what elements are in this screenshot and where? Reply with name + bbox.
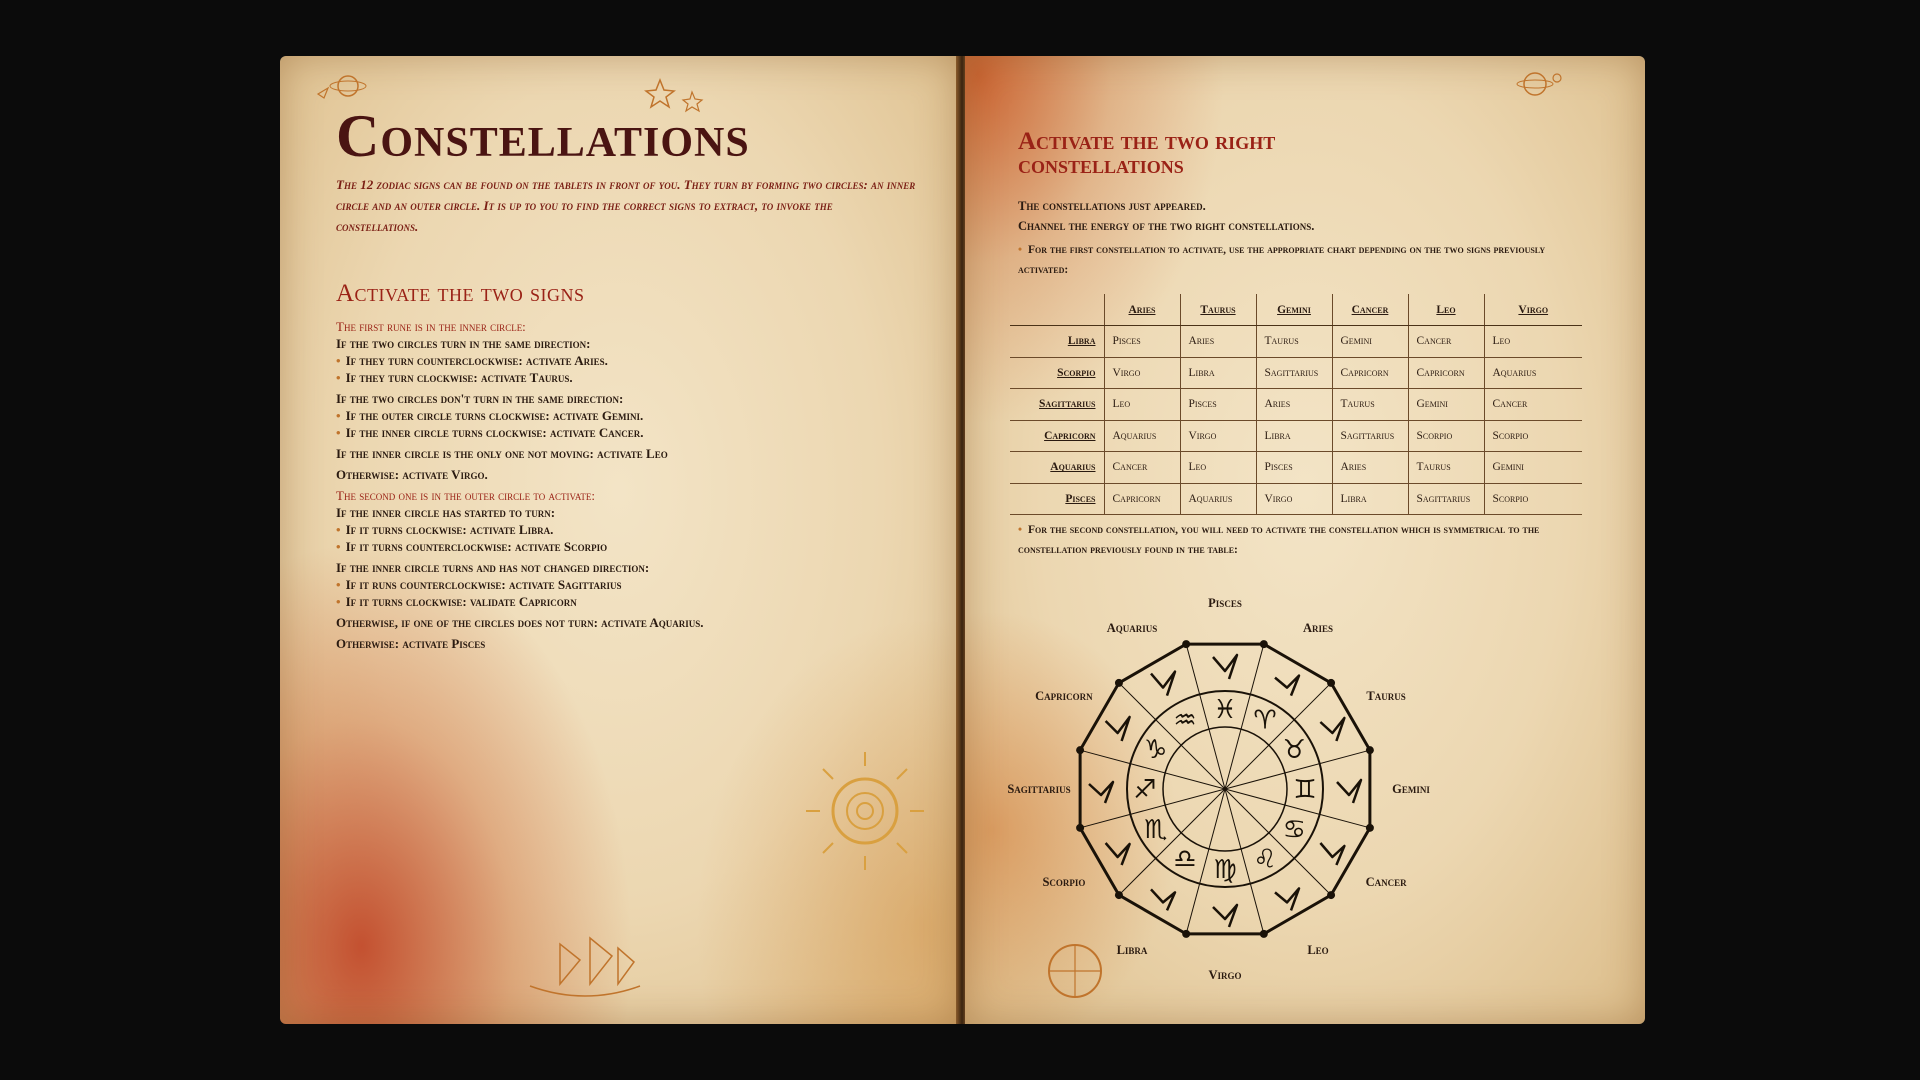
rule-bullet: • If it turns clockwise: activate Libra. [336,521,936,538]
column-header: Cancer [1332,294,1408,326]
table-cell: Sagittarius [1332,420,1408,452]
right-title: Activate the two right constellations [1018,128,1276,179]
rule-bullet: • If the inner circle turns clockwise: activate Cancer. [336,424,936,441]
table-cell: Libra [1256,420,1332,452]
column-header: Taurus [1180,294,1256,326]
rule-line: The second one is in the outer circle to activate: [336,488,595,503]
bullet-2-text: • For the second constellation, you will need to activate the constellation which is symmetrical to the constellation previously found in the table: [1018,524,1539,556]
constellation-sketch [1151,672,1175,696]
constellation-sketch [1320,843,1344,865]
row-header: Capricorn [1010,420,1104,452]
planet-sketch-icon [1465,64,1565,104]
table-cell: Gemini [1484,452,1582,484]
table-cell: Aquarius [1484,357,1582,389]
column-header: Gemini [1256,294,1332,326]
constellation-sketch [1275,888,1299,910]
rule-line: If the inner circle is the only one not moving: activate Leo [336,446,668,461]
zodiac-label: Libra [1116,943,1148,958]
zodiac-label: Virgo [1208,968,1242,982]
table-cell: Aries [1256,389,1332,421]
zodiac-glyph: ♓ [1213,695,1237,725]
zodiac-label: Gemini [1392,782,1430,796]
table-row [1010,326,1582,358]
table-row [1010,483,1582,515]
table-cell: Cancer [1408,326,1484,358]
zodiac-glyph: ♐ [1133,775,1157,805]
table-cell: Libra [1180,357,1256,389]
row-header: Scorpio [1010,357,1104,389]
row-header: Aquarius [1010,452,1104,484]
table-cell: Taurus [1408,452,1484,484]
ring-node [1076,824,1084,832]
column-header: Aries [1104,294,1180,326]
page-title: Constellations [336,103,750,169]
table-cell: Leo [1180,452,1256,484]
table-cell: Pisces [1256,452,1332,484]
rule-line: The first rune is in the inner circle: [336,319,526,334]
table-cell: Aquarius [1104,420,1180,452]
column-header: Virgo [1484,294,1582,326]
zodiac-glyph: ♉ [1282,735,1306,765]
ship-sketch-icon [520,926,650,1006]
sun-sketch-icon [800,746,930,876]
table-cell: Sagittarius [1408,483,1484,515]
right-line-1: The constellations just appeared. [1018,199,1206,213]
zodiac-glyph: ♊ [1293,775,1317,805]
table-cell: Pisces [1104,326,1180,358]
rules-list [336,318,936,652]
zodiac-label: Scorpio [1042,875,1086,889]
row-header: Libra [1010,326,1104,358]
zodiac-glyph: ♌ [1253,844,1277,875]
table-cell: Capricorn [1408,357,1484,389]
constellation-sketch [1106,843,1130,865]
ring-node [1182,930,1190,938]
table-cell: Gemini [1408,389,1484,421]
section-heading: Activate the two signs [336,280,585,307]
globe-sketch-icon [1035,936,1115,1006]
ring-node [1366,746,1374,754]
constellation-sketch [1275,676,1299,696]
intro-text: The 12 zodiac signs can be found on the tablets in front of you. They turn by forming two circles: an inner circle and an outer circle. It is up to you to find the correct signs to extract, to invoke the constellations. [336,177,916,234]
left-page [280,56,958,1024]
table-cell: Scorpio [1408,420,1484,452]
rule-line: If the two circles don't turn in the same direction: [336,391,624,406]
planet-sketch-icon [308,64,388,114]
wheel-spoke [1225,683,1331,789]
table-cell: Taurus [1256,326,1332,358]
right-line-2: Channel the energy of the two right constellations. [1018,219,1315,233]
ring-node [1366,824,1374,832]
table-row [1010,452,1582,484]
ring-node [1260,930,1268,938]
open-book [280,56,1645,1024]
zodiac-label: Sagittarius [1007,782,1071,796]
right-page [965,56,1645,1024]
rule-bullet: • If it runs counterclockwise: activate Sagittarius [336,576,936,593]
rule-line: If the two circles turn in the same direction: [336,336,591,351]
table-corner [1010,294,1104,326]
zodiac-glyph: ♍ [1213,855,1237,885]
table-cell: Gemini [1332,326,1408,358]
wheel-spoke [1119,683,1225,789]
zodiac-label: Pisces [1208,596,1242,610]
table-cell: Scorpio [1484,420,1582,452]
row-header: Sagittarius [1010,389,1104,421]
right-bullet-1 [1018,240,1578,280]
table-cell: Aquarius [1180,483,1256,515]
ring-node [1076,746,1084,754]
table-cell: Aries [1332,452,1408,484]
table-row [1010,357,1582,389]
zodiac-label: Cancer [1365,875,1407,889]
table-cell: Aries [1180,326,1256,358]
zodiac-label: Leo [1307,943,1329,958]
constellation-sketch [1106,717,1130,741]
zodiac-glyph: ♒ [1173,705,1197,736]
zodiac-label: Taurus [1366,689,1406,703]
table-row [1010,389,1582,421]
column-header: Leo [1408,294,1484,326]
rule-bullet: • If they turn clockwise: activate Taurus. [336,369,936,386]
constellation-table [1010,294,1582,515]
table-cell: Sagittarius [1256,357,1332,389]
zodiac-label: Aries [1302,620,1334,635]
constellation-sketch [1089,782,1113,803]
constellation-sketch [1320,718,1344,741]
table-cell: Pisces [1180,389,1256,421]
bullet-1-text: • For the first constellation to activate, use the appropriate chart depending on the two signs previously activated: [1018,244,1545,276]
table-row [1010,420,1582,452]
rule-bullet: • If they turn counterclockwise: activate Aries. [336,352,936,369]
table-cell: Libra [1332,483,1408,515]
constellation-sketch [1151,889,1175,910]
constellation-sketch [1337,780,1361,803]
rule-line: If the inner circle has started to turn: [336,505,556,520]
zodiac-glyph: ♋ [1282,815,1306,845]
zodiac-label: Capricorn [1035,689,1093,703]
table-cell: Cancer [1484,389,1582,421]
zodiac-glyph: ♎ [1173,844,1197,875]
rule-line: Otherwise: activate Pisces [336,636,486,651]
rule-bullet: • If it turns counterclockwise: activate Scorpio [336,538,936,555]
rule-line: Otherwise: activate Virgo. [336,467,488,482]
table-cell: Taurus [1332,389,1408,421]
table-cell: Leo [1484,326,1582,358]
rule-line: If the inner circle turns and has not changed direction: [336,560,650,575]
table-cell: Scorpio [1484,483,1582,515]
rule-bullet: • If the outer circle turns clockwise: activate Gemini. [336,407,936,424]
row-header: Pisces [1010,483,1104,515]
zodiac-glyph: ♏ [1144,815,1168,845]
table-header-row [1010,294,1582,326]
table-cell: Virgo [1104,357,1180,389]
right-bullet-2 [1018,520,1578,560]
table-cell: Virgo [1180,420,1256,452]
constellation-sketch [1213,655,1237,679]
rule-bullet: • If it turns clockwise: validate Capricorn [336,593,936,610]
table-cell: Capricorn [1104,483,1180,515]
constellation-sketch [1213,905,1237,927]
stars-sketch-icon [640,62,760,122]
rule-line: Otherwise, if one of the circles does not turn: activate Aquarius. [336,615,704,630]
table-cell: Capricorn [1332,357,1408,389]
zodiac-label: Aquarius [1106,620,1158,635]
table-cell: Cancer [1104,452,1180,484]
zodiac-glyph: ♑ [1144,735,1168,765]
table-cell: Leo [1104,389,1180,421]
table-cell: Virgo [1256,483,1332,515]
zodiac-glyph: ♈ [1253,705,1277,736]
